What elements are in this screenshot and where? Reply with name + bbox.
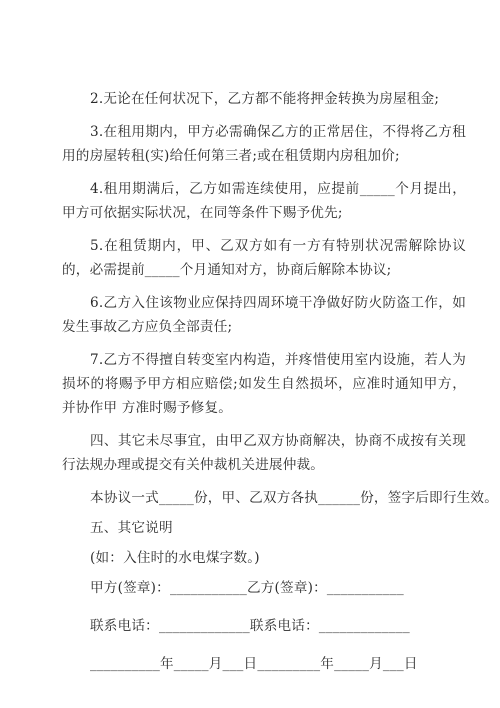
phone-line: 联系电话：_____________联系电话：_____________	[90, 618, 410, 634]
date-line: __________年_____月___日_________年_____月___日	[90, 656, 418, 672]
copies-line: 本协议一式_____份，甲、乙双方各执______份，签字后即行生效。	[90, 490, 499, 506]
signature-line: 甲方(签章)：___________乙方(签章)：___________	[90, 580, 404, 596]
clause-deposit: 2.无论在任何状况下，乙方都不能将押金转换为房屋租金;	[90, 91, 440, 107]
section-other-heading: 五、其它说明	[90, 520, 173, 536]
clause-termination: 5.在租赁期内，甲、乙双方如有一方有特别状况需解除协议的，必需提前_____个月通知对方，协商后解除本协议;	[62, 238, 466, 278]
clause-residence-guarantee: 3.在租用期内，甲方必需确保乙方的正常居住，不得将乙方租用的房屋转租(实)给任何第三者;或在租赁期内房租加价;	[62, 124, 466, 164]
clause-structure: 7.乙方不得擅自转变室内构造，并疼惜使用室内设施，若人为损坏的将赐予甲方相应赔偿;如发生自然损坏，应准时通知甲方，并协作甲 方准时赐予修复。	[62, 352, 466, 416]
example-note: (如：入住时的水电煤字数。)	[90, 550, 260, 566]
clause-other-matters: 四、其它未尽事宜，由甲乙双方协商解决，协商不成按有关现行法规办理或提交有关仲裁机关进展仲裁。	[62, 433, 466, 473]
clause-safety: 6.乙方入住该物业应保持四周环境干净做好防火防盗工作，如发生事故乙方应负全部责任;	[62, 295, 466, 335]
clause-renewal: 4.租用期满后，乙方如需连续使用，应提前_____个月提出，甲方可依据实际状况，在同等条件下赐予优先;	[62, 181, 466, 221]
